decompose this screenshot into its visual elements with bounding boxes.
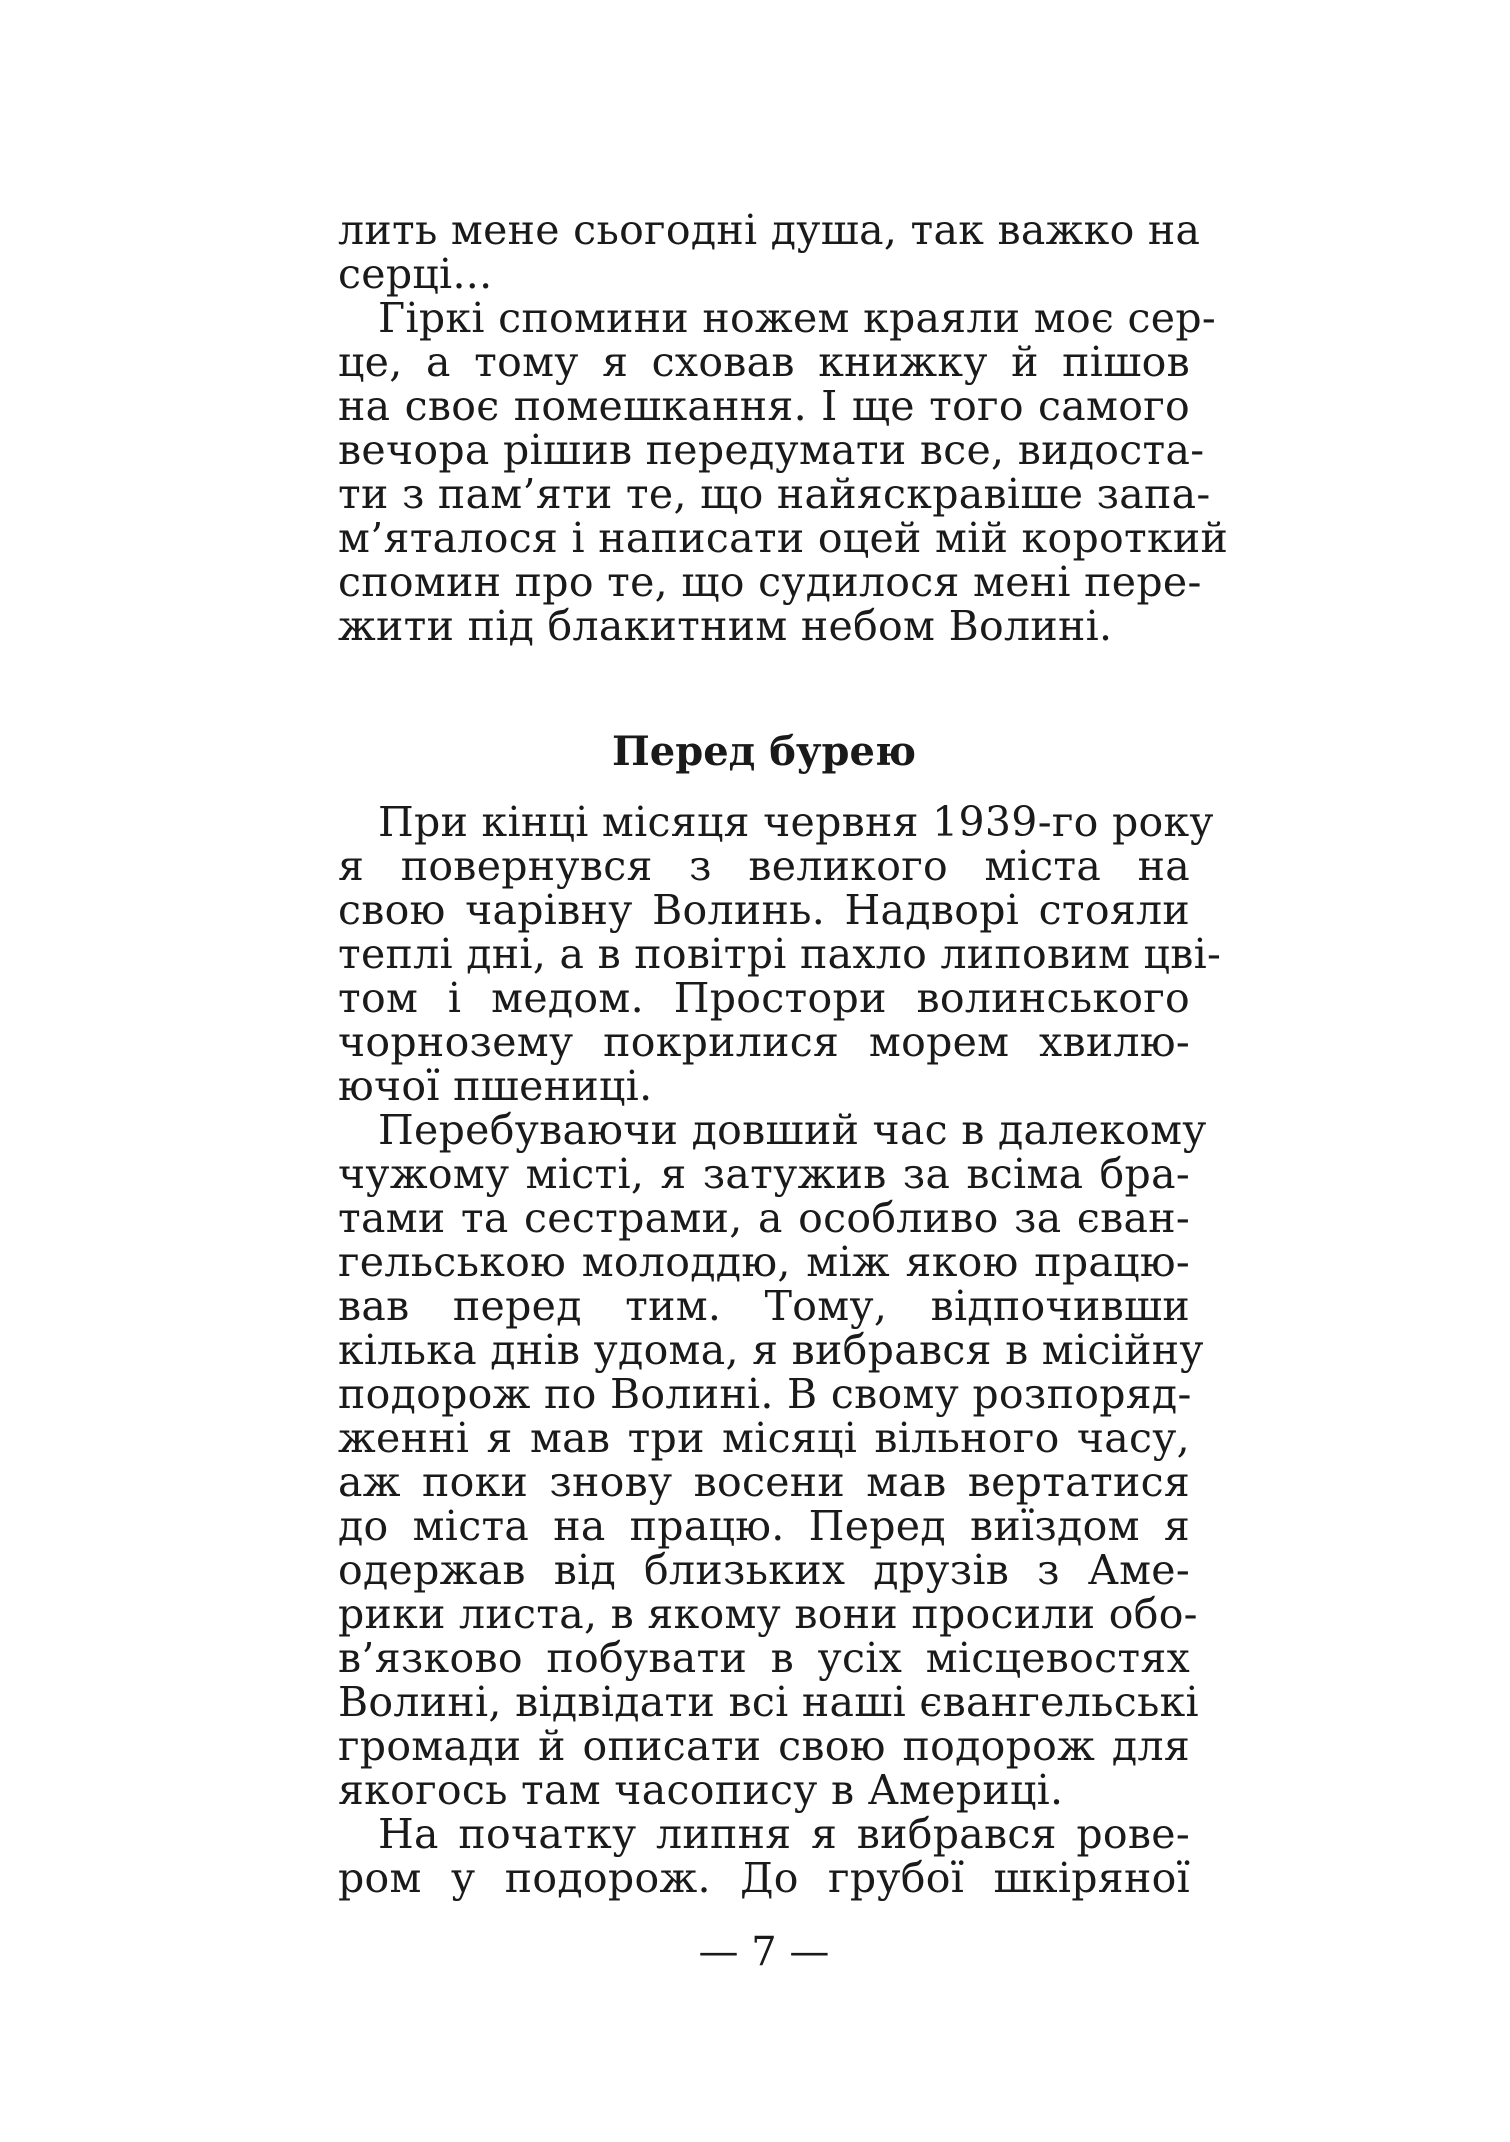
text-line: вав перед тим. Тому, відпочивши: [338, 1282, 1190, 1330]
text-line: том і медом. Простори волинського: [338, 974, 1190, 1022]
text-line: чужому місті, я затужив за всіма бра-: [338, 1150, 1190, 1198]
section-heading: Перед бурею: [612, 728, 916, 775]
text-line: до міста на працю. Перед виїздом я: [338, 1502, 1190, 1550]
text-line: гельською молоддю, між якою працю-: [338, 1238, 1190, 1286]
text-line: в’язково побувати в усіх місцевостях: [338, 1634, 1190, 1682]
text-line: подорож по Волині. В свому розпоряд-: [338, 1370, 1192, 1418]
text-line: це, а тому я сховав книжку й пішов: [338, 338, 1190, 386]
text-line: ром у подорож. До грубої шкіряної: [338, 1854, 1190, 1902]
text-line: рики листа, в якому вони просили обо-: [338, 1590, 1198, 1638]
text-line: ти з пам’яти те, що найяскравіше запа-: [338, 470, 1211, 518]
text-line: я повернувся з великого міста на: [338, 842, 1190, 890]
text-line: Волині, відвідати всі наші євангельські: [338, 1678, 1199, 1726]
page-number: — 7 —: [698, 1929, 830, 1975]
text-line: свою чарівну Волинь. Надворі стояли: [338, 886, 1190, 934]
text-line: женні я мав три місяці вільного часу,: [338, 1414, 1190, 1462]
text-line: тами та сестрами, а особливо за єван-: [338, 1194, 1190, 1242]
text-line: м’яталося і написати оцей мій короткий: [338, 514, 1229, 562]
text-line: чорнозему покрилися морем хвилю-: [338, 1018, 1190, 1066]
text-line: кілька днів удома, я вибрався в місійну: [338, 1326, 1204, 1374]
text-line-indented: Перебуваючи довший час в далекому: [378, 1106, 1207, 1154]
text-line: аж поки знову восени мав вертатися: [338, 1458, 1190, 1506]
text-line-indented: Гіркі спомини ножем краяли моє сер-: [378, 294, 1217, 342]
text-line-indented: При кінці місяця червня 1939-го року: [378, 798, 1214, 846]
text-line: серці...: [338, 250, 493, 298]
text-line: якогось там часопису в Америці.: [338, 1766, 1064, 1814]
text-line: на своє помешкання. І ще того самого: [338, 382, 1190, 430]
text-line: теплі дні, а в повітрі пахло липовим цві-: [338, 930, 1222, 978]
text-line: одержав від близьких друзів з Аме-: [338, 1546, 1190, 1594]
text-line: ючої пшениці.: [338, 1062, 653, 1110]
text-line: жити під блакитним небом Волині.: [338, 602, 1113, 650]
text-line: громади й описати свою подорож для: [338, 1722, 1190, 1770]
text-line: вечора рішив передумати все, видоста-: [338, 426, 1205, 474]
text-line-indented: На початку липня я вибрався рове-: [378, 1810, 1190, 1858]
text-line: лить мене сьогодні душа, так важко на: [338, 206, 1201, 254]
text-line: спомин про те, що судилося мені пере-: [338, 558, 1202, 606]
